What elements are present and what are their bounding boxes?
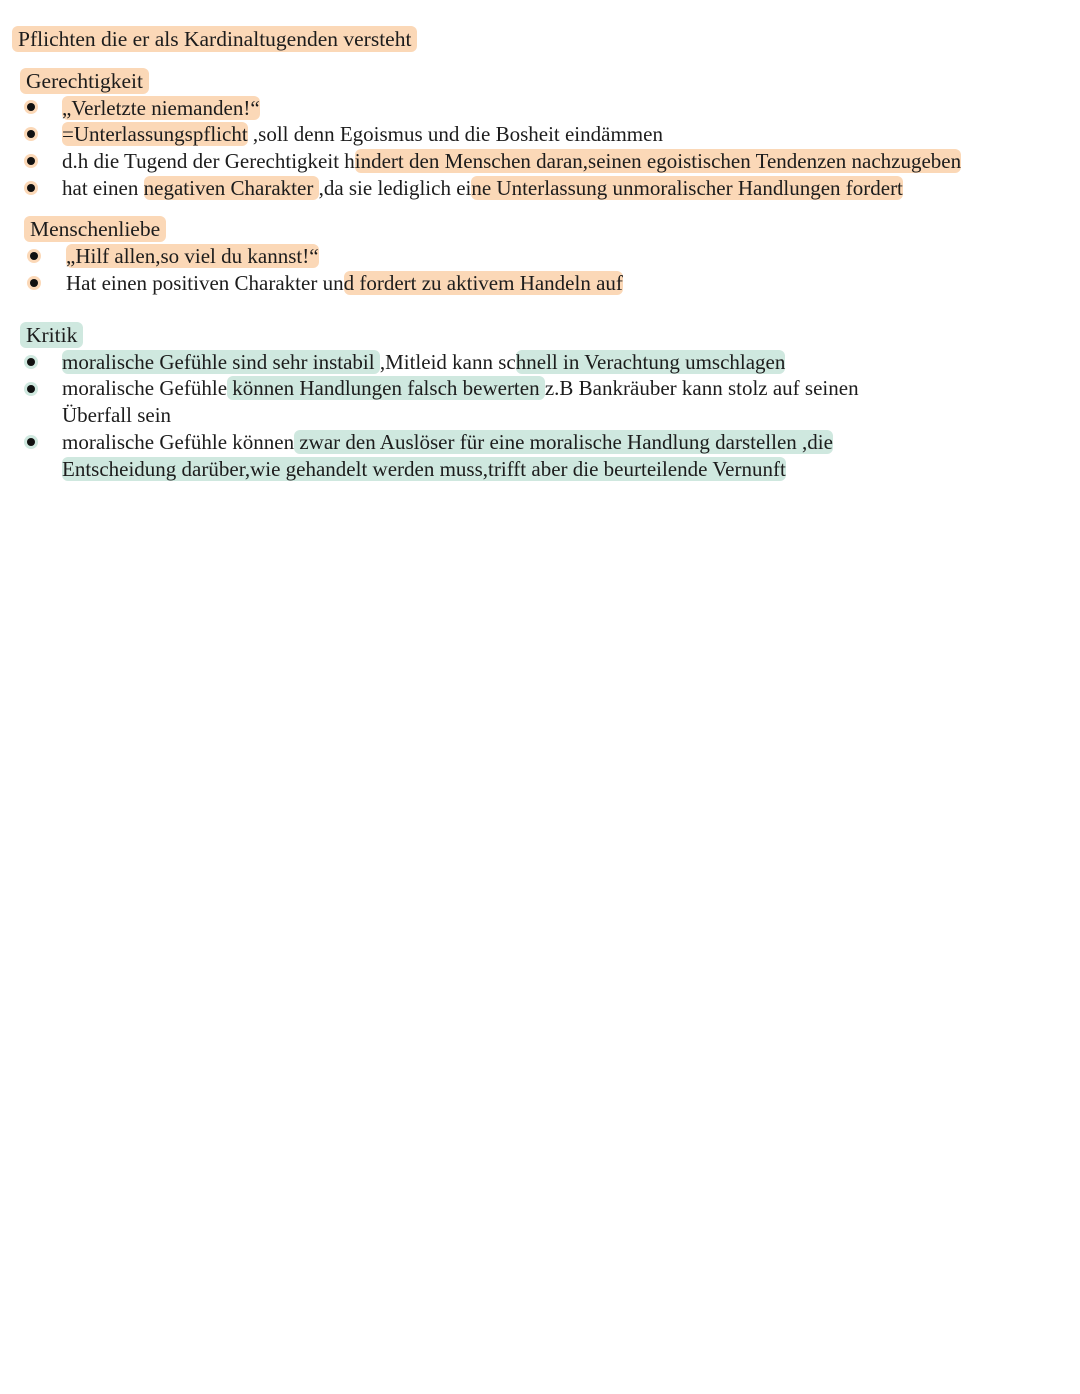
bullet-icon xyxy=(27,130,35,138)
page-heading xyxy=(12,25,417,53)
list-item: hat einen negativen Charakter ,da sie lediglich eine Unterlassung unmoralischer Handlungen fordert xyxy=(62,176,903,200)
list-item: =Unterlassungspflicht ,soll denn Egoismus und die Bosheit eindämmen xyxy=(62,122,663,146)
bullet-icon xyxy=(27,438,35,446)
section-title-gerechtigkeit: Gerechtigkeit xyxy=(20,67,149,95)
bullet-icon xyxy=(27,385,35,393)
section-title-menschenliebe: Menschenliebe xyxy=(24,215,166,243)
bullet-icon xyxy=(27,184,35,192)
list-item: moralische Gefühle können Handlungen falsch bewerten z.B Bankräuber kann stolz auf seinen xyxy=(62,376,859,400)
list-item-continuation: Überfall sein xyxy=(62,403,172,427)
list-item: „Verletzte niemanden!“ xyxy=(62,96,260,120)
bullet-icon xyxy=(30,279,38,287)
section-title-kritik: Kritik xyxy=(20,321,83,349)
list-item-continuation: Entscheidung darüber,wie gehandelt werden muss,trifft aber die beurteilende Vernunft xyxy=(62,457,786,481)
page-heading-text: Pflichten die er als Kardinaltugenden versteht xyxy=(12,26,417,52)
bullet-icon xyxy=(27,157,35,165)
list-item: moralische Gefühle können zwar den Auslöser für eine moralische Handlung darstellen ,die xyxy=(62,430,833,454)
list-item: d.h die Tugend der Gerechtigkeit hindert den Menschen daran,seinen egoistischen Tendenzen nachzugeben xyxy=(62,149,962,173)
list-item: moralische Gefühle sind sehr instabil ,Mitleid kann schnell in Verachtung umschlagen xyxy=(62,350,786,374)
list-item: „Hilf allen,so viel du kannst!“ xyxy=(66,244,319,268)
bullet-icon xyxy=(27,358,35,366)
list-item: Hat einen positiven Charakter und fordert zu aktivem Handeln auf xyxy=(66,271,623,295)
bullet-icon xyxy=(30,252,38,260)
bullet-icon xyxy=(27,103,35,111)
